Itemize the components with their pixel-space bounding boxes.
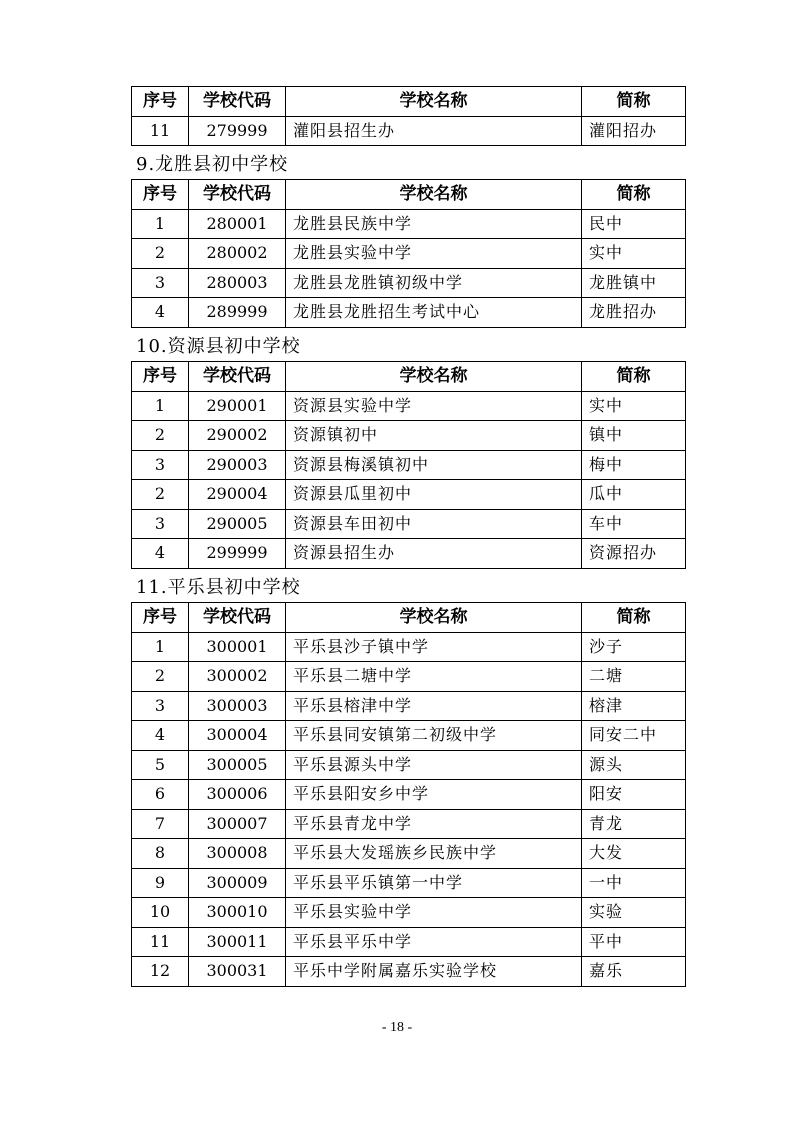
cell-seq: 4 <box>132 721 189 751</box>
header-code: 学校代码 <box>189 87 286 117</box>
cell-code: 300002 <box>189 662 286 692</box>
cell-name: 资源县车田初中 <box>286 509 582 539</box>
header-abbr: 简称 <box>582 180 686 210</box>
table-row <box>132 927 686 957</box>
cell-name: 平乐县平乐镇第一中学 <box>286 868 582 898</box>
cell-abbr: 灌阳招办 <box>582 116 686 146</box>
section-title-ziyuan: 10.资源县初中学校 <box>136 336 301 357</box>
cell-seq: 9 <box>132 868 189 898</box>
school-table-ziyuan <box>131 361 686 569</box>
cell-abbr: 一中 <box>582 868 686 898</box>
cell-abbr: 车中 <box>582 509 686 539</box>
cell-seq: 5 <box>132 750 189 780</box>
cell-abbr: 同安二中 <box>582 721 686 751</box>
cell-name: 平乐县二塘中学 <box>286 662 582 692</box>
header-abbr: 简称 <box>582 87 686 117</box>
table-row <box>132 898 686 928</box>
cell-name: 龙胜县民族中学 <box>286 209 582 239</box>
cell-seq: 6 <box>132 780 189 810</box>
header-seq: 序号 <box>132 603 189 633</box>
cell-abbr: 沙子 <box>582 632 686 662</box>
cell-code: 290002 <box>189 421 286 451</box>
cell-seq: 7 <box>132 809 189 839</box>
header-seq: 序号 <box>132 87 189 117</box>
cell-code: 300007 <box>189 809 286 839</box>
cell-seq: 1 <box>132 209 189 239</box>
page-number: - 18 - <box>381 1020 413 1035</box>
table-row <box>132 868 686 898</box>
cell-seq: 2 <box>132 662 189 692</box>
cell-abbr: 阳安 <box>582 780 686 810</box>
header-code: 学校代码 <box>189 180 286 210</box>
cell-name: 资源县梅溪镇初中 <box>286 450 582 480</box>
header-abbr: 简称 <box>582 362 686 392</box>
table-row <box>132 691 686 721</box>
cell-abbr: 二塘 <box>582 662 686 692</box>
cell-seq: 1 <box>132 632 189 662</box>
cell-abbr: 实中 <box>582 391 686 421</box>
cell-seq: 12 <box>132 957 189 987</box>
cell-name: 平乐县榕津中学 <box>286 691 582 721</box>
cell-code: 290003 <box>189 450 286 480</box>
cell-code: 300009 <box>189 868 286 898</box>
cell-name: 平乐县实验中学 <box>286 898 582 928</box>
cell-abbr: 梅中 <box>582 450 686 480</box>
cell-code: 290005 <box>189 509 286 539</box>
table-row <box>132 421 686 451</box>
table-row <box>132 450 686 480</box>
cell-code: 289999 <box>189 298 286 328</box>
cell-name: 龙胜县龙胜镇初级中学 <box>286 268 582 298</box>
cell-abbr: 嘉乐 <box>582 957 686 987</box>
table-row <box>132 632 686 662</box>
cell-abbr: 榕津 <box>582 691 686 721</box>
cell-seq: 11 <box>132 116 189 146</box>
table-row <box>132 839 686 869</box>
cell-code: 300005 <box>189 750 286 780</box>
cell-name: 平乐县沙子镇中学 <box>286 632 582 662</box>
cell-abbr: 大发 <box>582 839 686 869</box>
cell-name: 龙胜县实验中学 <box>286 239 582 269</box>
cell-seq: 10 <box>132 898 189 928</box>
header-code: 学校代码 <box>189 603 286 633</box>
cell-name: 龙胜县龙胜招生考试中心 <box>286 298 582 328</box>
header-name: 学校名称 <box>286 362 582 392</box>
cell-seq: 1 <box>132 391 189 421</box>
table-row <box>132 662 686 692</box>
cell-seq: 3 <box>132 691 189 721</box>
cell-name: 平乐县同安镇第二初级中学 <box>286 721 582 751</box>
cell-name: 资源县实验中学 <box>286 391 582 421</box>
cell-name: 灌阳县招生办 <box>286 116 582 146</box>
cell-code: 280003 <box>189 268 286 298</box>
cell-name: 平乐县青龙中学 <box>286 809 582 839</box>
table-row <box>132 509 686 539</box>
table-row <box>132 480 686 510</box>
cell-name: 资源镇初中 <box>286 421 582 451</box>
table-row <box>132 780 686 810</box>
cell-name: 平乐县源头中学 <box>286 750 582 780</box>
header-name: 学校名称 <box>286 87 582 117</box>
table-row <box>132 957 686 987</box>
cell-seq: 11 <box>132 927 189 957</box>
cell-seq: 3 <box>132 268 189 298</box>
cell-name: 资源县招生办 <box>286 539 582 569</box>
cell-abbr: 龙胜镇中 <box>582 268 686 298</box>
cell-code: 300006 <box>189 780 286 810</box>
cell-code: 300004 <box>189 721 286 751</box>
cell-seq: 4 <box>132 539 189 569</box>
cell-code: 300031 <box>189 957 286 987</box>
section-title-longsheng: 9.龙胜县初中学校 <box>136 154 289 175</box>
table-row <box>132 721 686 751</box>
cell-code: 280001 <box>189 209 286 239</box>
cell-abbr: 民中 <box>582 209 686 239</box>
table-header-row <box>132 87 686 117</box>
cell-name: 平乐县平乐中学 <box>286 927 582 957</box>
school-table-pingle <box>131 602 686 987</box>
cell-code: 299999 <box>189 539 286 569</box>
cell-code: 280002 <box>189 239 286 269</box>
table-row <box>132 209 686 239</box>
cell-name: 平乐县阳安乡中学 <box>286 780 582 810</box>
header-name: 学校名称 <box>286 603 582 633</box>
cell-seq: 8 <box>132 839 189 869</box>
header-code: 学校代码 <box>189 362 286 392</box>
cell-abbr: 青龙 <box>582 809 686 839</box>
cell-abbr: 瓜中 <box>582 480 686 510</box>
cell-seq: 2 <box>132 480 189 510</box>
cell-seq: 2 <box>132 239 189 269</box>
table-row <box>132 239 686 269</box>
table-row <box>132 750 686 780</box>
cell-abbr: 镇中 <box>582 421 686 451</box>
cell-code: 300003 <box>189 691 286 721</box>
section-title-pingle: 11.平乐县初中学校 <box>136 577 301 598</box>
cell-code: 300008 <box>189 839 286 869</box>
cell-seq: 3 <box>132 450 189 480</box>
header-abbr: 简称 <box>582 603 686 633</box>
header-name: 学校名称 <box>286 180 582 210</box>
table-header-row <box>132 603 686 633</box>
cell-seq: 4 <box>132 298 189 328</box>
table-row <box>132 391 686 421</box>
cell-name: 资源县瓜里初中 <box>286 480 582 510</box>
school-table-longsheng <box>131 179 686 328</box>
cell-code: 290001 <box>189 391 286 421</box>
table-header-row <box>132 362 686 392</box>
table-row <box>132 268 686 298</box>
cell-code: 290004 <box>189 480 286 510</box>
cell-code: 300001 <box>189 632 286 662</box>
table-header-row <box>132 180 686 210</box>
header-seq: 序号 <box>132 362 189 392</box>
table-row <box>132 539 686 569</box>
cell-abbr: 平中 <box>582 927 686 957</box>
cell-abbr: 实验 <box>582 898 686 928</box>
cell-code: 300010 <box>189 898 286 928</box>
school-table-continued <box>131 86 686 146</box>
cell-code: 279999 <box>189 116 286 146</box>
cell-seq: 2 <box>132 421 189 451</box>
cell-seq: 3 <box>132 509 189 539</box>
table-row <box>132 298 686 328</box>
header-seq: 序号 <box>132 180 189 210</box>
cell-abbr: 龙胜招办 <box>582 298 686 328</box>
cell-name: 平乐中学附属嘉乐实验学校 <box>286 957 582 987</box>
cell-code: 300011 <box>189 927 286 957</box>
cell-name: 平乐县大发瑶族乡民族中学 <box>286 839 582 869</box>
table-row <box>132 809 686 839</box>
table-row <box>132 116 686 146</box>
cell-abbr: 资源招办 <box>582 539 686 569</box>
cell-abbr: 源头 <box>582 750 686 780</box>
cell-abbr: 实中 <box>582 239 686 269</box>
